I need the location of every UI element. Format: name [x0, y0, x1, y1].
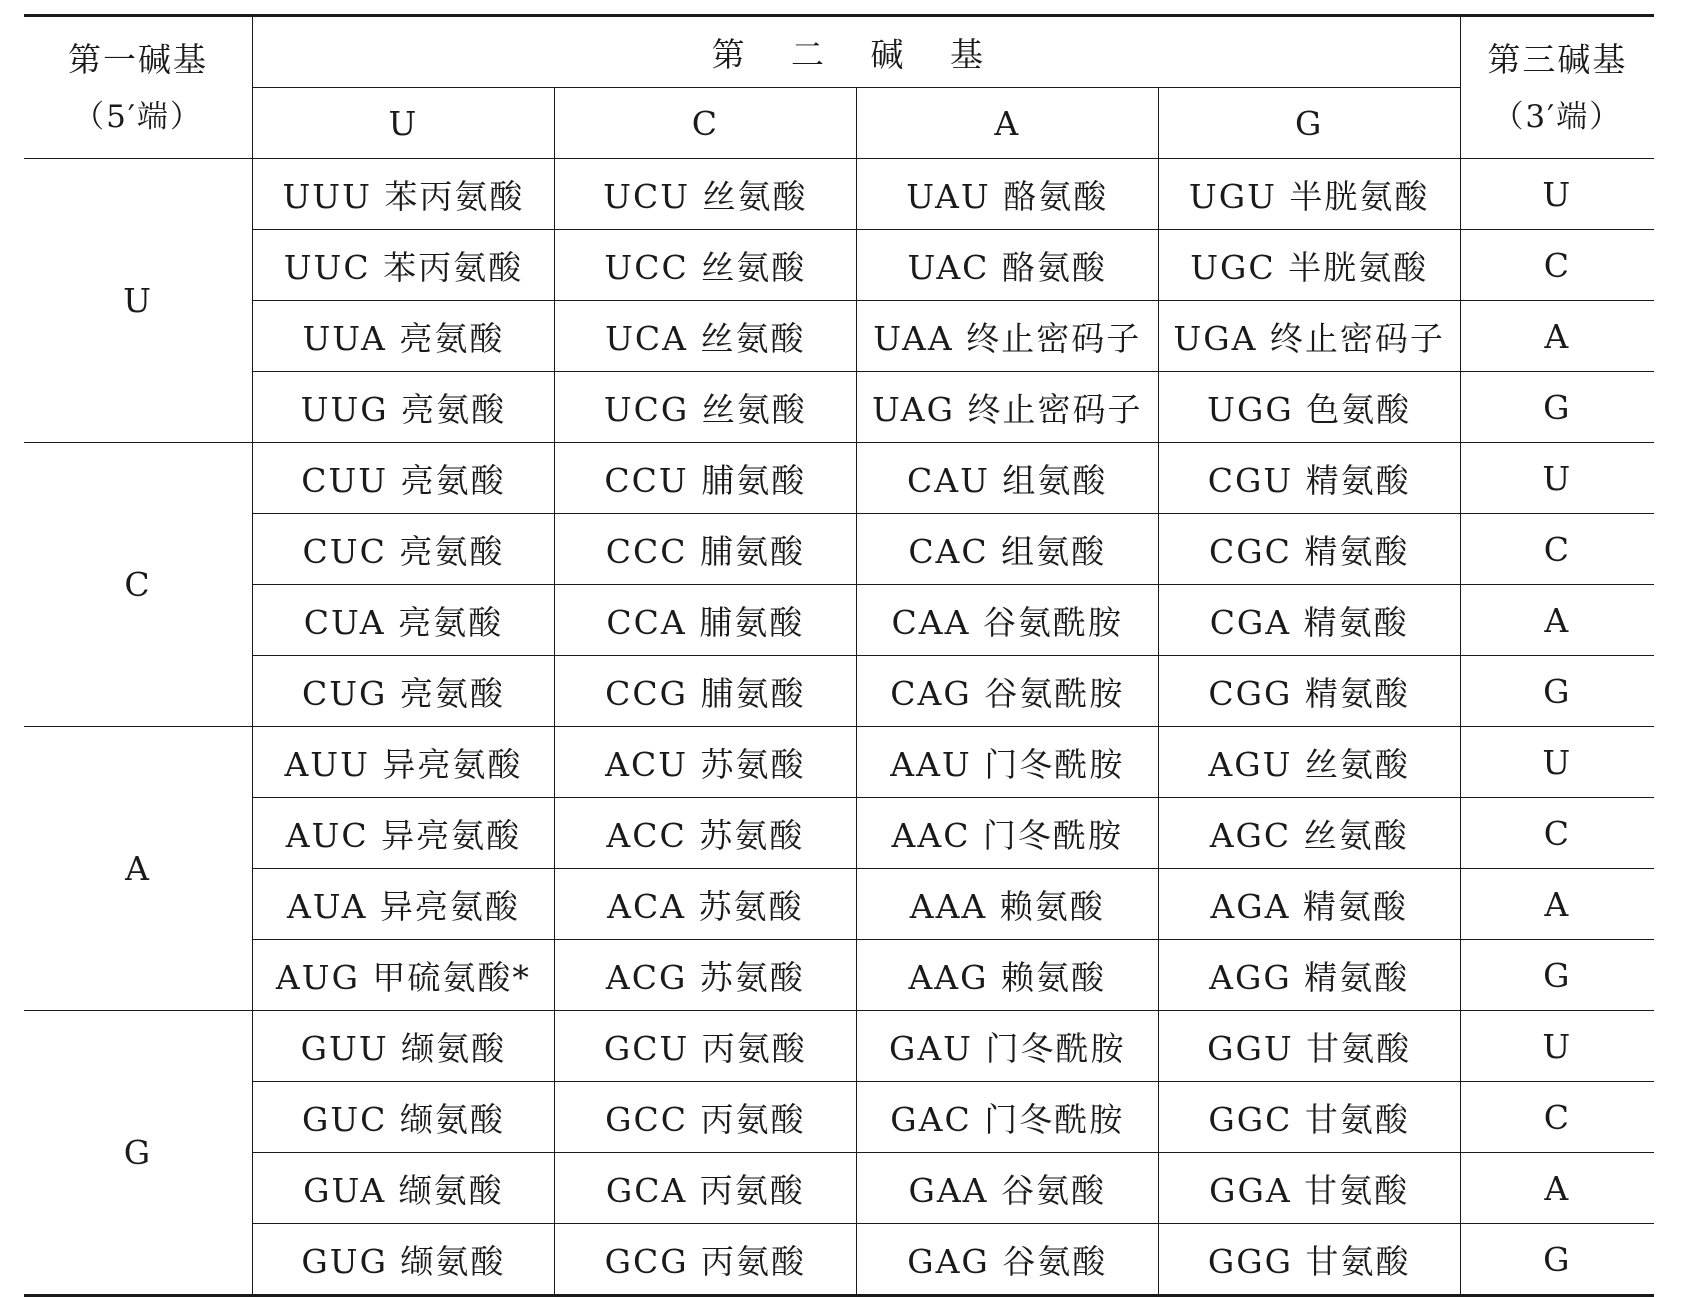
codon-cell: GAC 门冬酰胺 [856, 1082, 1158, 1153]
codon-cell: ACG 苏氨酸 [554, 940, 856, 1011]
codon-cell: AUC 异亮氨酸 [252, 798, 554, 869]
header-row [24, 16, 1654, 88]
first-base-c: C [24, 443, 252, 727]
codon-cell: CCU 脯氨酸 [554, 443, 856, 514]
table-row [24, 372, 1654, 443]
second-base-u: U [252, 88, 554, 159]
codon-cell: CCG 脯氨酸 [554, 656, 856, 727]
table-row [24, 1011, 1654, 1082]
codon-cell: GAU 门冬酰胺 [856, 1011, 1158, 1082]
codon-cell: UAA 终止密码子 [856, 301, 1158, 372]
codon-cell: AAG 赖氨酸 [856, 940, 1158, 1011]
second-base-header: 第 二 碱 基 [252, 16, 1460, 88]
codon-cell: AGU 丝氨酸 [1158, 727, 1460, 798]
third-base-cell: G [1460, 656, 1654, 727]
second-base-c: C [554, 88, 856, 159]
codon-cell: GGG 甘氨酸 [1158, 1224, 1460, 1296]
third-base-cell: U [1460, 443, 1654, 514]
third-base-cell: C [1460, 230, 1654, 301]
table-row [24, 514, 1654, 585]
first-base-g: G [24, 1011, 252, 1296]
codon-cell: CGU 精氨酸 [1158, 443, 1460, 514]
codon-cell: AAC 门冬酰胺 [856, 798, 1158, 869]
table-row [24, 940, 1654, 1011]
third-base-cell: A [1460, 1153, 1654, 1224]
codon-cell: AUU 异亮氨酸 [252, 727, 554, 798]
codon-cell: GCG 丙氨酸 [554, 1224, 856, 1296]
table-row [24, 585, 1654, 656]
codon-cell: GCA 丙氨酸 [554, 1153, 856, 1224]
table-row [24, 1224, 1654, 1296]
codon-cell: UCU 丝氨酸 [554, 159, 856, 230]
table-row [24, 443, 1654, 514]
table-row [24, 798, 1654, 869]
codon-cell: GCC 丙氨酸 [554, 1082, 856, 1153]
third-base-cell: A [1460, 301, 1654, 372]
codon-cell: AGG 精氨酸 [1158, 940, 1460, 1011]
codon-cell: AGC 丝氨酸 [1158, 798, 1460, 869]
codon-cell: AUG 甲硫氨酸* [252, 940, 554, 1011]
codon-cell: UUG 亮氨酸 [252, 372, 554, 443]
codon-cell: GGC 甘氨酸 [1158, 1082, 1460, 1153]
third-base-cell: G [1460, 940, 1654, 1011]
codon-cell: UCC 丝氨酸 [554, 230, 856, 301]
codon-cell: GUA 缬氨酸 [252, 1153, 554, 1224]
first-base-a: A [24, 727, 252, 1011]
third-base-cell: C [1460, 1082, 1654, 1153]
codon-cell: UUU 苯丙氨酸 [252, 159, 554, 230]
second-base-a: A [856, 88, 1158, 159]
codon-cell: CCC 脯氨酸 [554, 514, 856, 585]
table-row [24, 1082, 1654, 1153]
third-base-cell: U [1460, 727, 1654, 798]
third-base-cell: C [1460, 798, 1654, 869]
table-row [24, 869, 1654, 940]
table-row [24, 1153, 1654, 1224]
codon-cell: GUG 缬氨酸 [252, 1224, 554, 1296]
codon-cell: CUA 亮氨酸 [252, 585, 554, 656]
codon-cell: UCA 丝氨酸 [554, 301, 856, 372]
table-row [24, 301, 1654, 372]
codon-cell: CGG 精氨酸 [1158, 656, 1460, 727]
third-base-cell: U [1460, 1011, 1654, 1082]
codon-cell: CUG 亮氨酸 [252, 656, 554, 727]
table-row [24, 656, 1654, 727]
codon-cell: CAU 组氨酸 [856, 443, 1158, 514]
codon-cell: ACU 苏氨酸 [554, 727, 856, 798]
table-row [24, 230, 1654, 301]
codon-cell: UGC 半胱氨酸 [1158, 230, 1460, 301]
table-row [24, 727, 1654, 798]
first-base-header [24, 16, 252, 159]
third-base-cell: A [1460, 869, 1654, 940]
first-base-u: U [24, 159, 252, 443]
third-base-header [1460, 16, 1654, 159]
codon-cell: CAG 谷氨酰胺 [856, 656, 1158, 727]
codon-cell: UGU 半胱氨酸 [1158, 159, 1460, 230]
codon-cell: CAA 谷氨酰胺 [856, 585, 1158, 656]
codon-cell: UGG 色氨酸 [1158, 372, 1460, 443]
third-base-title: 第三碱基 [1487, 39, 1628, 79]
codon-cell: GAG 谷氨酸 [856, 1224, 1158, 1296]
codon-cell: CGA 精氨酸 [1158, 585, 1460, 656]
codon-cell: CUC 亮氨酸 [252, 514, 554, 585]
codon-cell: GUU 缬氨酸 [252, 1011, 554, 1082]
codon-cell: UGA 终止密码子 [1158, 301, 1460, 372]
third-base-cell: U [1460, 159, 1654, 230]
second-base-row [24, 88, 1654, 159]
codon-cell: GGU 甘氨酸 [1158, 1011, 1460, 1082]
codon-cell: ACC 苏氨酸 [554, 798, 856, 869]
third-base-cell: A [1460, 585, 1654, 656]
codon-cell: UAG 终止密码子 [856, 372, 1158, 443]
codon-cell: UUC 苯丙氨酸 [252, 230, 554, 301]
codon-cell: AAA 赖氨酸 [856, 869, 1158, 940]
codon-cell: AAU 门冬酰胺 [856, 727, 1158, 798]
first-base-subtitle: （5′端） [73, 98, 203, 135]
codon-cell: CAC 组氨酸 [856, 514, 1158, 585]
codon-cell: GAA 谷氨酸 [856, 1153, 1158, 1224]
codon-cell: CGC 精氨酸 [1158, 514, 1460, 585]
codon-cell: UCG 丝氨酸 [554, 372, 856, 443]
codon-cell: UUA 亮氨酸 [252, 301, 554, 372]
first-base-title: 第一碱基 [67, 39, 208, 79]
codon-cell: GUC 缬氨酸 [252, 1082, 554, 1153]
third-base-cell: C [1460, 514, 1654, 585]
codon-cell: CCA 脯氨酸 [554, 585, 856, 656]
codon-cell: AGA 精氨酸 [1158, 869, 1460, 940]
codon-cell: AUA 异亮氨酸 [252, 869, 554, 940]
third-base-subtitle: （3′端） [1492, 98, 1623, 135]
third-base-cell: G [1460, 372, 1654, 443]
codon-cell: CUU 亮氨酸 [252, 443, 554, 514]
codon-cell: UAU 酪氨酸 [856, 159, 1158, 230]
second-base-g: G [1158, 88, 1460, 159]
codon-cell: ACA 苏氨酸 [554, 869, 856, 940]
codon-cell: UAC 酪氨酸 [856, 230, 1158, 301]
codon-cell: GCU 丙氨酸 [554, 1011, 856, 1082]
table-row [24, 159, 1654, 230]
codon-table [24, 14, 1654, 1297]
codon-cell: GGA 甘氨酸 [1158, 1153, 1460, 1224]
third-base-cell: G [1460, 1224, 1654, 1296]
